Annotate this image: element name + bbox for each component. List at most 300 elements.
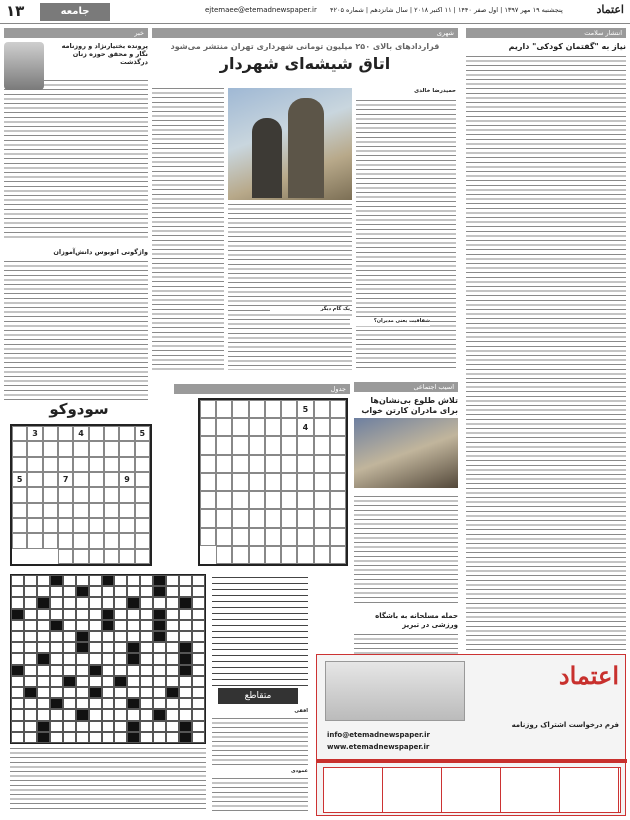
crossword-cell[interactable] bbox=[24, 687, 37, 698]
sudoku-cell[interactable] bbox=[330, 455, 346, 473]
sudoku-grid-a[interactable] bbox=[10, 424, 152, 566]
crossword-cell[interactable] bbox=[50, 709, 63, 720]
sudoku-cell[interactable] bbox=[249, 546, 265, 564]
sudoku-cell[interactable] bbox=[216, 546, 232, 564]
crossword-cell[interactable] bbox=[76, 698, 89, 709]
crossword-cell[interactable] bbox=[102, 642, 115, 653]
crossword-cell[interactable] bbox=[37, 732, 50, 743]
crossword-cell[interactable] bbox=[76, 732, 89, 743]
crossword-cell[interactable] bbox=[76, 586, 89, 597]
sudoku-cell[interactable] bbox=[249, 528, 265, 546]
crossword-cell[interactable] bbox=[102, 709, 115, 720]
sudoku-cell[interactable] bbox=[27, 503, 42, 518]
sudoku-cell[interactable]: 9 bbox=[119, 472, 134, 487]
crossword-cell[interactable] bbox=[50, 642, 63, 653]
crossword-cell[interactable] bbox=[24, 609, 37, 620]
sudoku-cell[interactable] bbox=[119, 549, 134, 564]
crossword-cell[interactable] bbox=[166, 665, 179, 676]
crossword-cell[interactable] bbox=[166, 676, 179, 687]
sudoku-cell[interactable] bbox=[12, 503, 27, 518]
sudoku-cell[interactable] bbox=[330, 528, 346, 546]
sudoku-cell[interactable] bbox=[12, 441, 27, 456]
sudoku-cell[interactable] bbox=[249, 418, 265, 436]
sudoku-cell[interactable] bbox=[314, 546, 330, 564]
sudoku-cell[interactable] bbox=[314, 418, 330, 436]
crossword-cell[interactable] bbox=[24, 620, 37, 631]
crossword-cell[interactable] bbox=[89, 653, 102, 664]
section-email[interactable]: ejtemaee@etemadnewspaper.ir bbox=[205, 6, 317, 14]
sudoku-cell[interactable] bbox=[281, 418, 297, 436]
sudoku-cell[interactable] bbox=[104, 441, 119, 456]
crossword-cell[interactable] bbox=[37, 609, 50, 620]
sudoku-cell[interactable] bbox=[265, 436, 281, 454]
crossword-cell[interactable] bbox=[37, 575, 50, 586]
sudoku-cell[interactable] bbox=[89, 441, 104, 456]
sudoku-cell[interactable] bbox=[232, 491, 248, 509]
sudoku-cell[interactable] bbox=[297, 491, 313, 509]
sudoku-cell[interactable]: 3 bbox=[27, 426, 42, 441]
crossword-cell[interactable] bbox=[24, 653, 37, 664]
crossword-cell[interactable] bbox=[179, 642, 192, 653]
crossword-cell[interactable] bbox=[179, 709, 192, 720]
sudoku-cell[interactable] bbox=[297, 528, 313, 546]
crossword-cell[interactable] bbox=[102, 732, 115, 743]
crossword-cell[interactable] bbox=[140, 687, 153, 698]
crossword-cell[interactable] bbox=[37, 642, 50, 653]
sudoku-cell[interactable] bbox=[314, 528, 330, 546]
crossword-cell[interactable] bbox=[89, 721, 102, 732]
sudoku-cell[interactable] bbox=[119, 487, 134, 502]
crossword-cell[interactable] bbox=[76, 676, 89, 687]
sudoku-cell[interactable] bbox=[104, 518, 119, 533]
crossword-cell[interactable] bbox=[76, 620, 89, 631]
crossword-cell[interactable] bbox=[153, 609, 166, 620]
sudoku-cell[interactable] bbox=[73, 472, 88, 487]
crossword-cell[interactable] bbox=[24, 575, 37, 586]
crossword-cell[interactable] bbox=[140, 642, 153, 653]
crossword-cell[interactable] bbox=[166, 631, 179, 642]
crossword-cell[interactable] bbox=[76, 631, 89, 642]
sudoku-cell[interactable] bbox=[135, 549, 150, 564]
crossword-cell[interactable] bbox=[127, 586, 140, 597]
sudoku-cell[interactable] bbox=[297, 509, 313, 527]
sudoku-cell[interactable] bbox=[73, 487, 88, 502]
crossword-cell[interactable] bbox=[11, 586, 24, 597]
sudoku-cell[interactable] bbox=[281, 455, 297, 473]
crossword-cell[interactable] bbox=[76, 709, 89, 720]
sudoku-cell[interactable] bbox=[119, 457, 134, 472]
sudoku-cell[interactable] bbox=[281, 491, 297, 509]
sudoku-cell[interactable] bbox=[12, 426, 27, 441]
sudoku-cell[interactable] bbox=[58, 518, 73, 533]
sudoku-cell[interactable] bbox=[104, 457, 119, 472]
sudoku-cell[interactable] bbox=[281, 546, 297, 564]
sudoku-cell[interactable] bbox=[281, 436, 297, 454]
crossword-cell[interactable] bbox=[50, 698, 63, 709]
sudoku-cell[interactable] bbox=[249, 400, 265, 418]
sudoku-cell[interactable] bbox=[119, 441, 134, 456]
crossword-cell[interactable] bbox=[192, 642, 205, 653]
crossword-cell[interactable] bbox=[24, 732, 37, 743]
sudoku-cell[interactable] bbox=[232, 473, 248, 491]
sudoku-cell[interactable] bbox=[135, 472, 150, 487]
sudoku-cell[interactable] bbox=[27, 518, 42, 533]
sudoku-cell[interactable] bbox=[330, 546, 346, 564]
sudoku-cell[interactable] bbox=[27, 472, 42, 487]
sudoku-cell[interactable] bbox=[314, 473, 330, 491]
crossword-cell[interactable] bbox=[63, 721, 76, 732]
crossword-cell[interactable] bbox=[89, 732, 102, 743]
crossword-cell[interactable] bbox=[166, 698, 179, 709]
crossword-cell[interactable] bbox=[63, 676, 76, 687]
crossword-cell[interactable] bbox=[179, 620, 192, 631]
sudoku-cell[interactable] bbox=[43, 503, 58, 518]
crossword-cell[interactable] bbox=[63, 709, 76, 720]
sudoku-cell[interactable] bbox=[89, 457, 104, 472]
crossword-cell[interactable] bbox=[153, 676, 166, 687]
crossword-cell[interactable] bbox=[11, 597, 24, 608]
sudoku-cell[interactable]: 5 bbox=[12, 472, 27, 487]
sudoku-cell[interactable] bbox=[297, 436, 313, 454]
crossword-cell[interactable] bbox=[179, 676, 192, 687]
sudoku-cell[interactable] bbox=[89, 533, 104, 548]
sudoku-cell[interactable] bbox=[58, 426, 73, 441]
crossword-cell[interactable] bbox=[37, 687, 50, 698]
crossword-cell[interactable] bbox=[76, 642, 89, 653]
sudoku-cell[interactable] bbox=[281, 509, 297, 527]
crossword-cell[interactable] bbox=[166, 586, 179, 597]
sudoku-cell[interactable] bbox=[216, 473, 232, 491]
crossword-cell[interactable] bbox=[153, 687, 166, 698]
crossword-cell[interactable] bbox=[153, 631, 166, 642]
crossword-cell[interactable] bbox=[114, 676, 127, 687]
crossword-cell[interactable] bbox=[114, 631, 127, 642]
crossword-cell[interactable] bbox=[140, 575, 153, 586]
sudoku-cell[interactable] bbox=[104, 549, 119, 564]
crossword-cell[interactable] bbox=[166, 732, 179, 743]
sudoku-cell[interactable] bbox=[314, 400, 330, 418]
crossword-cell[interactable] bbox=[89, 709, 102, 720]
crossword-cell[interactable] bbox=[24, 631, 37, 642]
crossword-cell[interactable] bbox=[114, 620, 127, 631]
crossword-cell[interactable] bbox=[114, 709, 127, 720]
crossword-cell[interactable] bbox=[89, 642, 102, 653]
crossword-cell[interactable] bbox=[89, 620, 102, 631]
crossword-cell[interactable] bbox=[37, 597, 50, 608]
sudoku-cell[interactable] bbox=[73, 549, 88, 564]
sudoku-cell[interactable] bbox=[314, 509, 330, 527]
sudoku-cell[interactable] bbox=[12, 518, 27, 533]
crossword-cell[interactable] bbox=[89, 631, 102, 642]
crossword-cell[interactable] bbox=[11, 653, 24, 664]
crossword-cell[interactable] bbox=[63, 620, 76, 631]
sudoku-cell[interactable] bbox=[43, 472, 58, 487]
crossword-cell[interactable] bbox=[102, 575, 115, 586]
sudoku-cell[interactable] bbox=[200, 455, 216, 473]
sudoku-cell[interactable]: 5 bbox=[135, 426, 150, 441]
sudoku-cell[interactable] bbox=[104, 426, 119, 441]
crossword-cell[interactable] bbox=[76, 665, 89, 676]
crossword-cell[interactable] bbox=[192, 665, 205, 676]
crossword-cell[interactable] bbox=[192, 609, 205, 620]
crossword-cell[interactable] bbox=[166, 609, 179, 620]
crossword-cell[interactable] bbox=[24, 676, 37, 687]
sudoku-cell[interactable] bbox=[89, 472, 104, 487]
crossword-cell[interactable] bbox=[179, 721, 192, 732]
sudoku-cell[interactable] bbox=[200, 418, 216, 436]
crossword-cell[interactable] bbox=[63, 687, 76, 698]
sudoku-cell[interactable] bbox=[249, 509, 265, 527]
crossword-cell[interactable] bbox=[179, 665, 192, 676]
crossword-cell[interactable] bbox=[192, 721, 205, 732]
crossword-cell[interactable] bbox=[11, 609, 24, 620]
sudoku-cell[interactable] bbox=[216, 400, 232, 418]
sudoku-cell[interactable] bbox=[265, 491, 281, 509]
crossword-cell[interactable] bbox=[153, 698, 166, 709]
sudoku-cell[interactable] bbox=[265, 473, 281, 491]
sudoku-cell[interactable] bbox=[43, 457, 58, 472]
sudoku-cell[interactable] bbox=[104, 487, 119, 502]
crossword-cell[interactable] bbox=[166, 597, 179, 608]
sudoku-cell[interactable] bbox=[119, 503, 134, 518]
crossword-cell[interactable] bbox=[166, 721, 179, 732]
crossword-cell[interactable] bbox=[179, 631, 192, 642]
crossword-cell[interactable] bbox=[114, 698, 127, 709]
sudoku-cell[interactable] bbox=[314, 436, 330, 454]
sudoku-cell[interactable]: 5 bbox=[297, 400, 313, 418]
crossword-cell[interactable] bbox=[192, 631, 205, 642]
sudoku-cell[interactable] bbox=[119, 518, 134, 533]
crossword-cell[interactable] bbox=[76, 597, 89, 608]
crossword-cell[interactable] bbox=[114, 642, 127, 653]
crossword-cell[interactable] bbox=[50, 586, 63, 597]
crossword-cell[interactable] bbox=[76, 609, 89, 620]
sudoku-cell[interactable] bbox=[135, 533, 150, 548]
sudoku-cell[interactable] bbox=[43, 487, 58, 502]
crossword-cell[interactable] bbox=[127, 597, 140, 608]
crossword-cell[interactable] bbox=[76, 575, 89, 586]
sudoku-cell[interactable] bbox=[249, 473, 265, 491]
sudoku-cell[interactable] bbox=[265, 455, 281, 473]
sudoku-cell[interactable] bbox=[232, 455, 248, 473]
sudoku-cell[interactable] bbox=[232, 418, 248, 436]
crossword-cell[interactable] bbox=[127, 653, 140, 664]
crossword-cell[interactable] bbox=[11, 676, 24, 687]
crossword-cell[interactable] bbox=[127, 687, 140, 698]
sudoku-cell[interactable] bbox=[249, 455, 265, 473]
crossword-cell[interactable] bbox=[179, 687, 192, 698]
crossword-cell[interactable] bbox=[37, 698, 50, 709]
crossword-cell[interactable] bbox=[11, 642, 24, 653]
crossword-cell[interactable] bbox=[89, 575, 102, 586]
sudoku-cell[interactable] bbox=[232, 528, 248, 546]
crossword-cell[interactable] bbox=[192, 575, 205, 586]
crossword-cell[interactable] bbox=[50, 732, 63, 743]
sudoku-cell[interactable] bbox=[58, 457, 73, 472]
sudoku-cell[interactable] bbox=[249, 436, 265, 454]
crossword-cell[interactable] bbox=[24, 597, 37, 608]
crossword-cell[interactable] bbox=[114, 653, 127, 664]
crossword-cell[interactable] bbox=[127, 575, 140, 586]
crossword-cell[interactable] bbox=[24, 586, 37, 597]
crossword-cell[interactable] bbox=[140, 597, 153, 608]
crossword-cell[interactable] bbox=[127, 676, 140, 687]
sudoku-cell[interactable] bbox=[58, 533, 73, 548]
sudoku-cell[interactable] bbox=[43, 533, 58, 548]
crossword-cell[interactable] bbox=[89, 586, 102, 597]
crossword-cell[interactable] bbox=[50, 631, 63, 642]
crossword-cell[interactable] bbox=[102, 631, 115, 642]
crossword-cell[interactable] bbox=[37, 653, 50, 664]
crossword-cell[interactable] bbox=[127, 642, 140, 653]
sudoku-cell[interactable] bbox=[58, 441, 73, 456]
crossword-cell[interactable] bbox=[11, 687, 24, 698]
sudoku-cell[interactable] bbox=[297, 473, 313, 491]
crossword-cell[interactable] bbox=[89, 609, 102, 620]
crossword-cell[interactable] bbox=[102, 698, 115, 709]
sudoku-cell[interactable] bbox=[330, 436, 346, 454]
crossword-cell[interactable] bbox=[140, 653, 153, 664]
sudoku-cell[interactable] bbox=[135, 441, 150, 456]
sudoku-cell[interactable]: 7 bbox=[58, 472, 73, 487]
sudoku-cell[interactable] bbox=[135, 457, 150, 472]
crossword-cell[interactable] bbox=[63, 586, 76, 597]
sudoku-cell[interactable] bbox=[281, 473, 297, 491]
crossword-cell[interactable] bbox=[127, 698, 140, 709]
sudoku-cell[interactable] bbox=[216, 528, 232, 546]
crossword-cell[interactable] bbox=[63, 609, 76, 620]
crossword-cell[interactable] bbox=[37, 676, 50, 687]
crossword-cell[interactable] bbox=[153, 709, 166, 720]
crossword-grid[interactable] bbox=[10, 574, 206, 744]
sudoku-cell[interactable] bbox=[216, 509, 232, 527]
crossword-cell[interactable] bbox=[24, 698, 37, 709]
crossword-cell[interactable] bbox=[50, 665, 63, 676]
sudoku-cell[interactable] bbox=[119, 533, 134, 548]
crossword-cell[interactable] bbox=[89, 597, 102, 608]
sudoku-cell[interactable] bbox=[104, 533, 119, 548]
crossword-cell[interactable] bbox=[192, 709, 205, 720]
crossword-cell[interactable] bbox=[179, 732, 192, 743]
crossword-cell[interactable] bbox=[37, 709, 50, 720]
crossword-cell[interactable] bbox=[127, 721, 140, 732]
sudoku-cell[interactable] bbox=[265, 418, 281, 436]
crossword-cell[interactable] bbox=[102, 597, 115, 608]
sudoku-cell[interactable] bbox=[265, 546, 281, 564]
sudoku-cell[interactable] bbox=[43, 426, 58, 441]
crossword-cell[interactable] bbox=[192, 687, 205, 698]
crossword-cell[interactable] bbox=[140, 709, 153, 720]
sudoku-cell[interactable] bbox=[281, 528, 297, 546]
crossword-cell[interactable] bbox=[11, 620, 24, 631]
crossword-cell[interactable] bbox=[166, 709, 179, 720]
crossword-cell[interactable] bbox=[153, 665, 166, 676]
sudoku-cell[interactable] bbox=[104, 472, 119, 487]
crossword-cell[interactable] bbox=[50, 609, 63, 620]
crossword-cell[interactable] bbox=[50, 676, 63, 687]
crossword-cell[interactable] bbox=[11, 732, 24, 743]
crossword-cell[interactable] bbox=[179, 653, 192, 664]
sudoku-cell[interactable] bbox=[232, 436, 248, 454]
ad-website[interactable]: www.etemadnewspaper.ir bbox=[327, 743, 430, 751]
sudoku-cell[interactable] bbox=[43, 518, 58, 533]
sudoku-cell[interactable] bbox=[330, 473, 346, 491]
crossword-cell[interactable] bbox=[50, 687, 63, 698]
crossword-cell[interactable] bbox=[114, 732, 127, 743]
crossword-cell[interactable] bbox=[89, 687, 102, 698]
crossword-cell[interactable] bbox=[11, 575, 24, 586]
sudoku-cell[interactable] bbox=[232, 509, 248, 527]
crossword-cell[interactable] bbox=[140, 676, 153, 687]
sudoku-cell[interactable] bbox=[58, 503, 73, 518]
crossword-cell[interactable] bbox=[192, 586, 205, 597]
sudoku-cell[interactable] bbox=[58, 549, 73, 564]
crossword-cell[interactable] bbox=[50, 575, 63, 586]
crossword-cell[interactable] bbox=[192, 698, 205, 709]
crossword-cell[interactable] bbox=[166, 687, 179, 698]
crossword-cell[interactable] bbox=[114, 665, 127, 676]
sudoku-cell[interactable] bbox=[216, 491, 232, 509]
crossword-cell[interactable] bbox=[153, 732, 166, 743]
crossword-cell[interactable] bbox=[63, 653, 76, 664]
crossword-cell[interactable] bbox=[166, 642, 179, 653]
crossword-cell[interactable] bbox=[127, 665, 140, 676]
sudoku-cell[interactable] bbox=[297, 546, 313, 564]
sudoku-cell[interactable] bbox=[27, 533, 42, 548]
crossword-cell[interactable] bbox=[127, 709, 140, 720]
crossword-cell[interactable] bbox=[102, 721, 115, 732]
sudoku-cell[interactable] bbox=[330, 491, 346, 509]
crossword-cell[interactable] bbox=[153, 620, 166, 631]
crossword-cell[interactable] bbox=[153, 586, 166, 597]
sudoku-cell[interactable] bbox=[73, 518, 88, 533]
crossword-cell[interactable] bbox=[11, 721, 24, 732]
sudoku-cell[interactable] bbox=[232, 400, 248, 418]
sudoku-cell[interactable] bbox=[73, 441, 88, 456]
crossword-cell[interactable] bbox=[63, 575, 76, 586]
sudoku-cell[interactable] bbox=[27, 457, 42, 472]
sudoku-cell[interactable] bbox=[314, 455, 330, 473]
crossword-cell[interactable] bbox=[140, 609, 153, 620]
crossword-cell[interactable] bbox=[179, 698, 192, 709]
crossword-cell[interactable] bbox=[50, 597, 63, 608]
crossword-cell[interactable] bbox=[24, 709, 37, 720]
crossword-cell[interactable] bbox=[89, 698, 102, 709]
crossword-cell[interactable] bbox=[89, 676, 102, 687]
sudoku-cell[interactable] bbox=[265, 509, 281, 527]
sudoku-cell[interactable] bbox=[216, 455, 232, 473]
crossword-cell[interactable] bbox=[179, 575, 192, 586]
sudoku-cell[interactable] bbox=[89, 487, 104, 502]
crossword-cell[interactable] bbox=[24, 721, 37, 732]
crossword-cell[interactable] bbox=[114, 597, 127, 608]
crossword-cell[interactable] bbox=[76, 721, 89, 732]
sudoku-cell[interactable]: 4 bbox=[297, 418, 313, 436]
ad-form-table[interactable] bbox=[323, 767, 621, 813]
crossword-cell[interactable] bbox=[114, 609, 127, 620]
crossword-cell[interactable] bbox=[140, 665, 153, 676]
sudoku-cell[interactable] bbox=[200, 528, 216, 546]
crossword-cell[interactable] bbox=[37, 586, 50, 597]
crossword-cell[interactable] bbox=[140, 631, 153, 642]
sudoku-cell[interactable] bbox=[135, 518, 150, 533]
sudoku-cell[interactable] bbox=[200, 436, 216, 454]
sudoku-cell[interactable] bbox=[200, 400, 216, 418]
crossword-cell[interactable] bbox=[11, 698, 24, 709]
crossword-cell[interactable] bbox=[192, 676, 205, 687]
crossword-cell[interactable] bbox=[102, 620, 115, 631]
sudoku-cell[interactable] bbox=[135, 487, 150, 502]
